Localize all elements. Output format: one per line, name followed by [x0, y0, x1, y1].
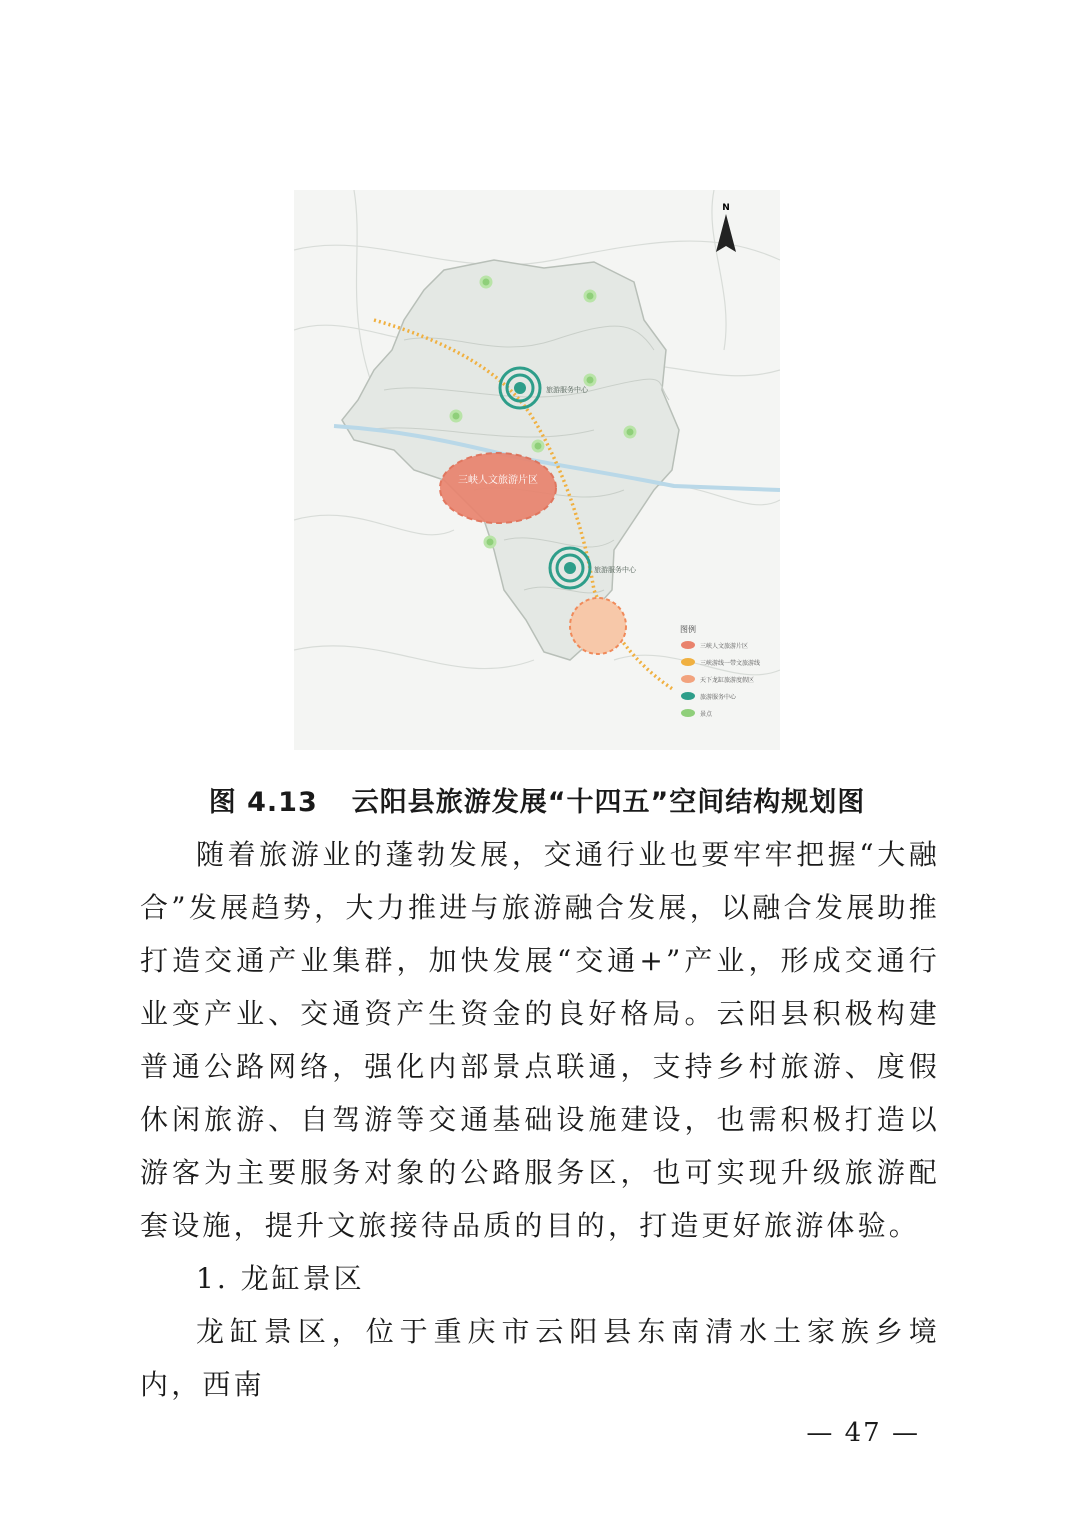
attraction-point [451, 411, 461, 421]
attraction-point [585, 291, 595, 301]
north-center-label: 旅游服务中心 [546, 386, 588, 394]
planning-map-figure [294, 190, 780, 750]
legend-label: 旅游服务中心 [700, 694, 737, 701]
legend-swatch [681, 692, 695, 700]
paragraph: 随着旅游业的蓬勃发展，交通行业也要牢牢把握“大融合”发展趋势，大力推进与旅游融合发展，以融合发展助推打造交通产业集群，加快发展“交通+”产业，形成交通行业变产业、交通资产生资金的良好格局。云阳县积极构建普通公路网络，强化内部景点联通，支持乡村旅游、度假休闲旅游、自驾游等交通基础设施建设，也需积极打造以游客为主要服务对象的公路服务区，也可实现升级旅游配套设施，提升文旅接待品质的目的，打造更好旅游体验。 [140, 838, 940, 1242]
legend-swatch [681, 709, 695, 717]
main-tourism-zone [440, 453, 556, 523]
legend-swatch [681, 675, 695, 683]
body-text [140, 828, 940, 1411]
attraction-point [481, 277, 491, 287]
section-heading: 1. 龙缸景区 [196, 1262, 365, 1295]
figure-caption [0, 780, 1074, 819]
south-center-label: 旅游服务中心 [594, 566, 636, 574]
svg-text:N: N [722, 203, 730, 213]
legend-label: 三峡游线一带文旅游线 [700, 660, 761, 667]
resort-zone [570, 598, 626, 654]
planning-map [294, 190, 780, 750]
attraction-point [485, 537, 495, 547]
legend-label: 景点 [700, 711, 713, 718]
legend-label: 天下龙缸旅游度假区 [700, 677, 755, 684]
main-zone-label: 三峡人文旅游片区 [458, 475, 538, 486]
attraction-point [625, 427, 635, 437]
map-legend [680, 624, 760, 718]
legend-swatch [681, 658, 695, 666]
page-number: — 47 — [806, 1418, 920, 1448]
svg-text:图例: 图例 [680, 625, 696, 634]
attraction-point [533, 441, 543, 451]
figure-number: 图 4.13 [208, 787, 318, 818]
north-arrow-icon [716, 203, 736, 252]
legend-label: 三峡人文旅游片区 [700, 643, 749, 650]
figure-title: 云阳县旅游发展“十四五”空间结构规划图 [351, 787, 866, 818]
attraction-point [585, 375, 595, 385]
section-paragraph: 龙缸景区，位于重庆市云阳县东南清水土家族乡境内，西南 [140, 1315, 940, 1401]
legend-swatch [681, 641, 695, 649]
